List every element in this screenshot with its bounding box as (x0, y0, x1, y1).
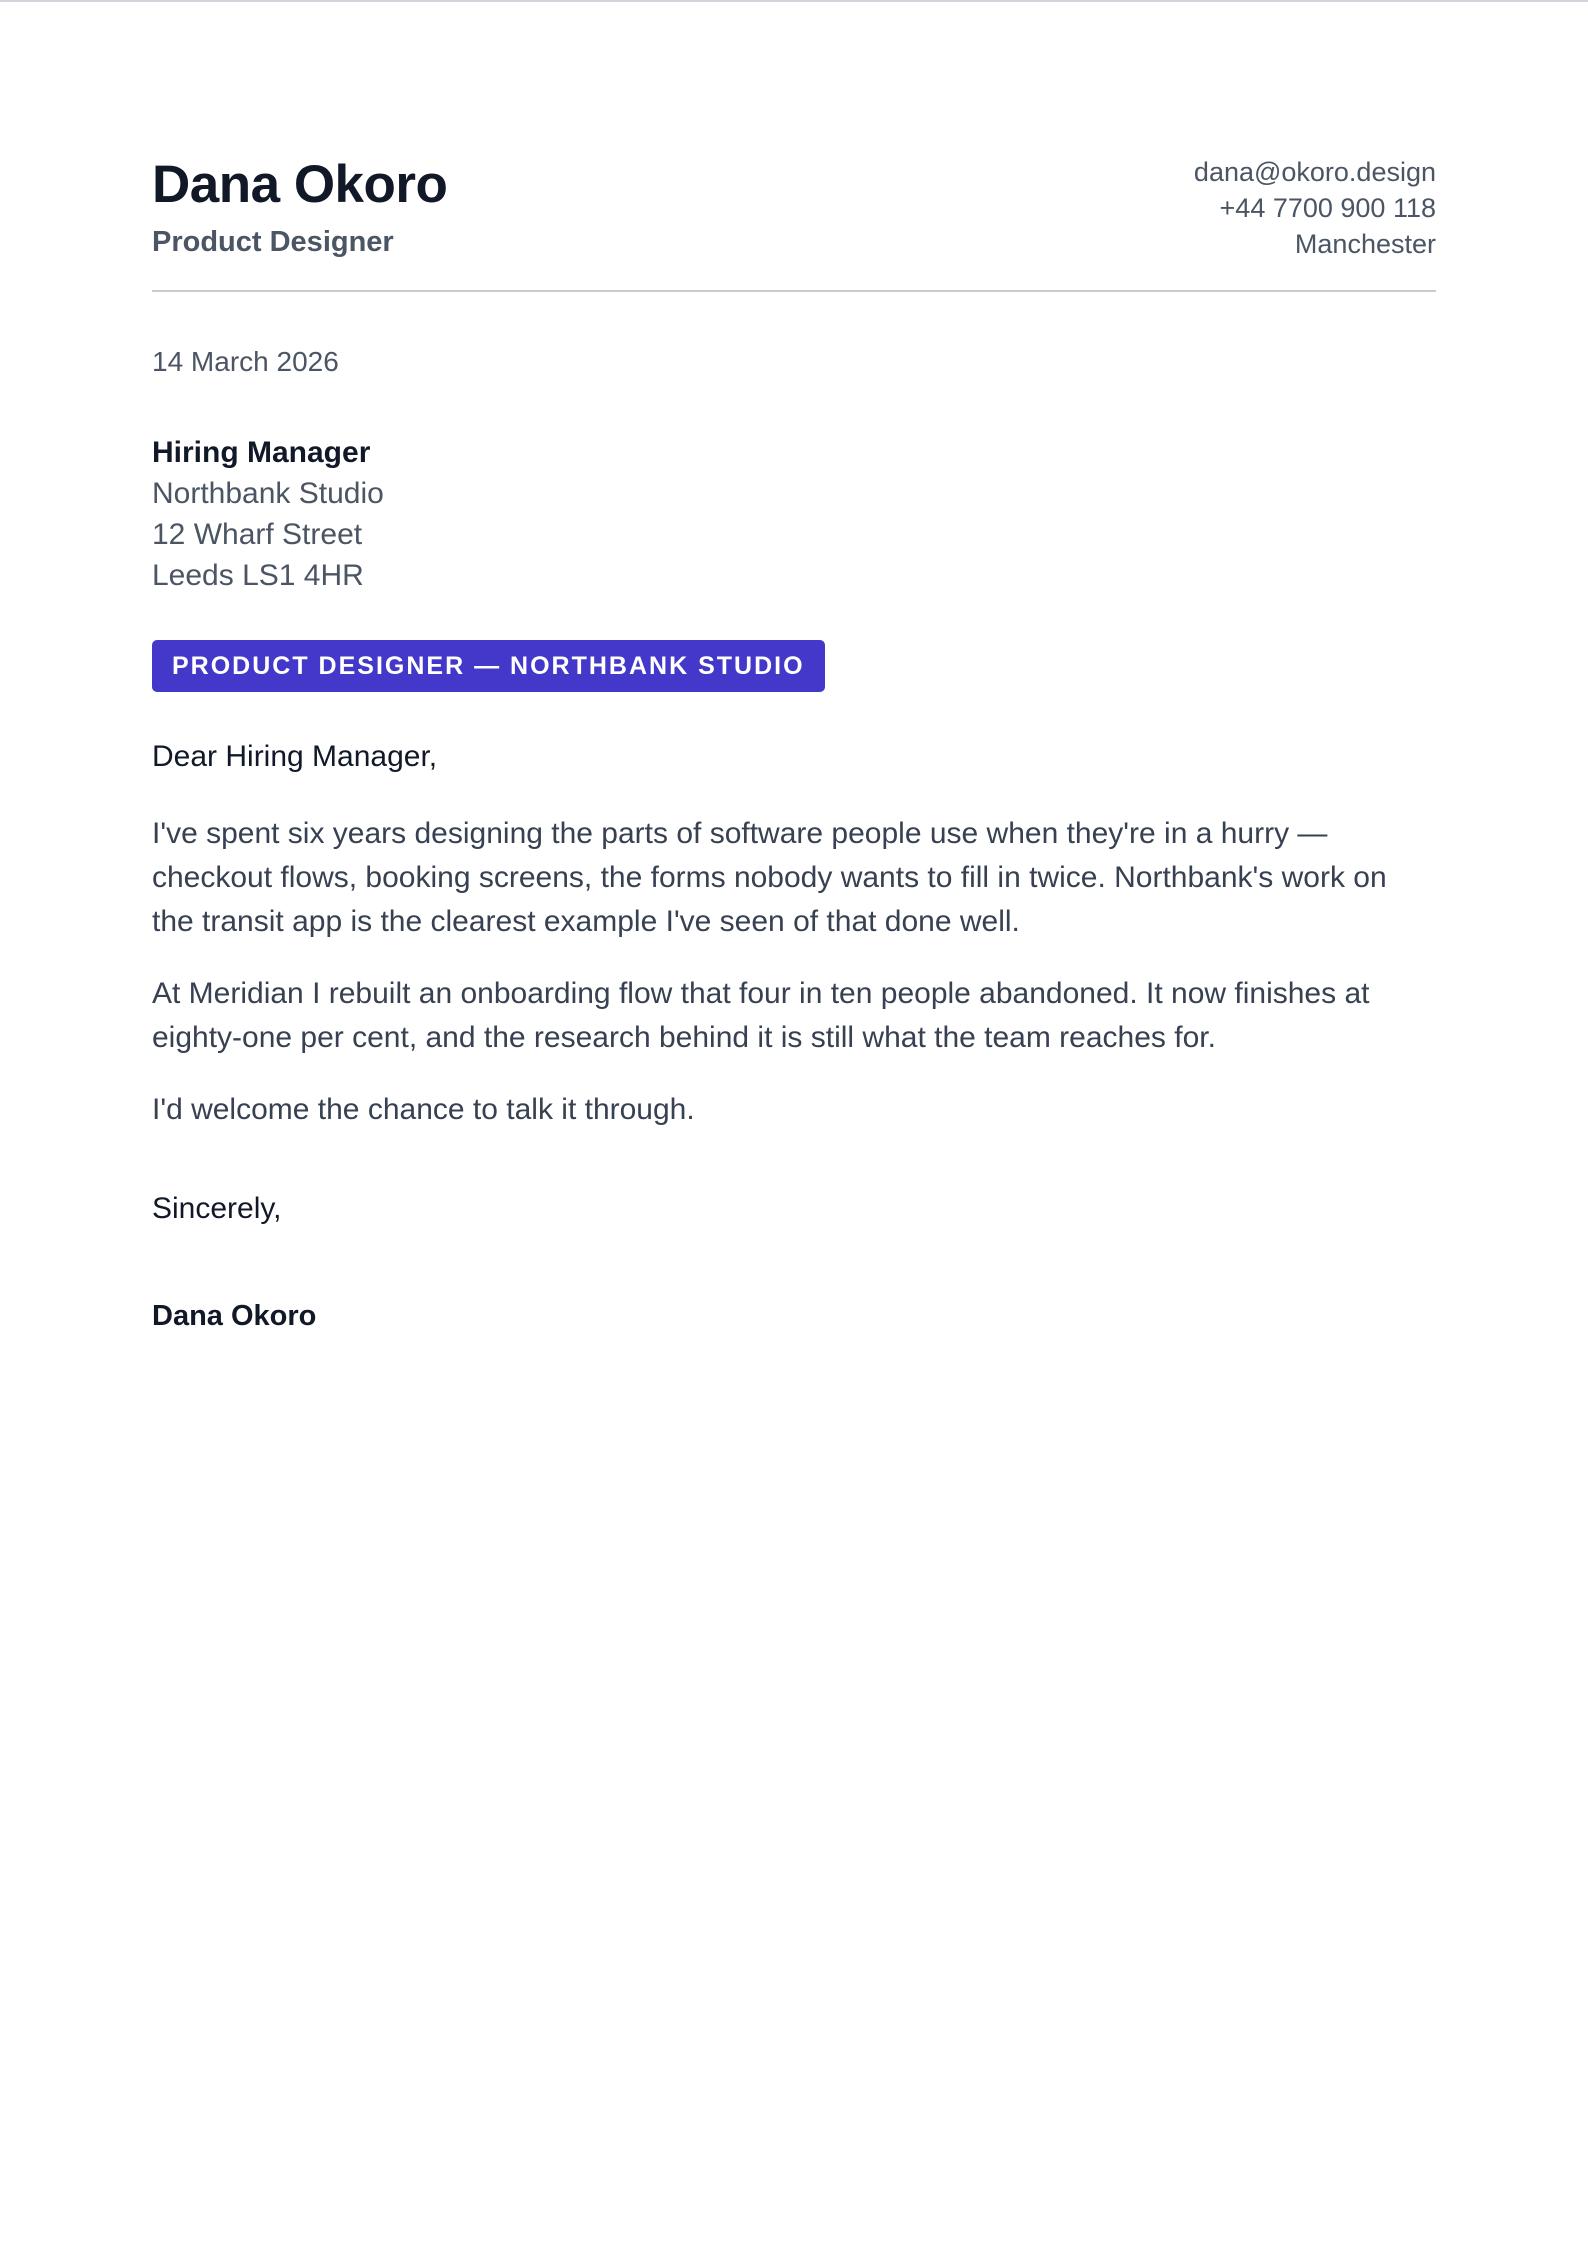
recipient-city: Leeds LS1 4HR (152, 559, 364, 592)
letter-body (152, 812, 1436, 1160)
closing: Sincerely, (152, 1192, 282, 1225)
body-paragraph: I've spent six years designing the parts of software people use when they're in a hurry — checkout flows, booking screens, the forms nobody wants to fill in twice. Northbank's work on the transit app is the clearest example I've seen of that done well. (152, 817, 1387, 938)
sender-name: Dana Okoro (152, 155, 448, 214)
sender-role: Product Designer (152, 226, 394, 258)
recipient-street: 12 Wharf Street (152, 518, 363, 551)
signature: Dana Okoro (152, 1300, 317, 1332)
recipient-block (152, 432, 384, 596)
body-paragraph: At Meridian I rebuilt an onboarding flow that four in ten people abandoned. It now finishes at eighty-one per cent, and the research behind it is still what the team reaches for. (152, 977, 1370, 1054)
body-paragraph: I'd welcome the chance to talk it through. (152, 1093, 695, 1126)
letter-header (152, 152, 1436, 292)
recipient-name: Hiring Manager (152, 436, 371, 469)
recipient-company: Northbank Studio (152, 477, 384, 510)
contact-phone[interactable]: +44 7700 900 118 (1219, 193, 1436, 223)
contact-location: Manchester (1294, 229, 1436, 259)
letter-date: 14 March 2026 (152, 346, 339, 377)
contact-block (1194, 154, 1436, 262)
subject-badge: PRODUCT DESIGNER — NORTHBANK STUDIO (152, 640, 825, 692)
greeting: Dear Hiring Manager, (152, 740, 438, 773)
contact-email[interactable]: dana@okoro.design (1193, 157, 1436, 187)
